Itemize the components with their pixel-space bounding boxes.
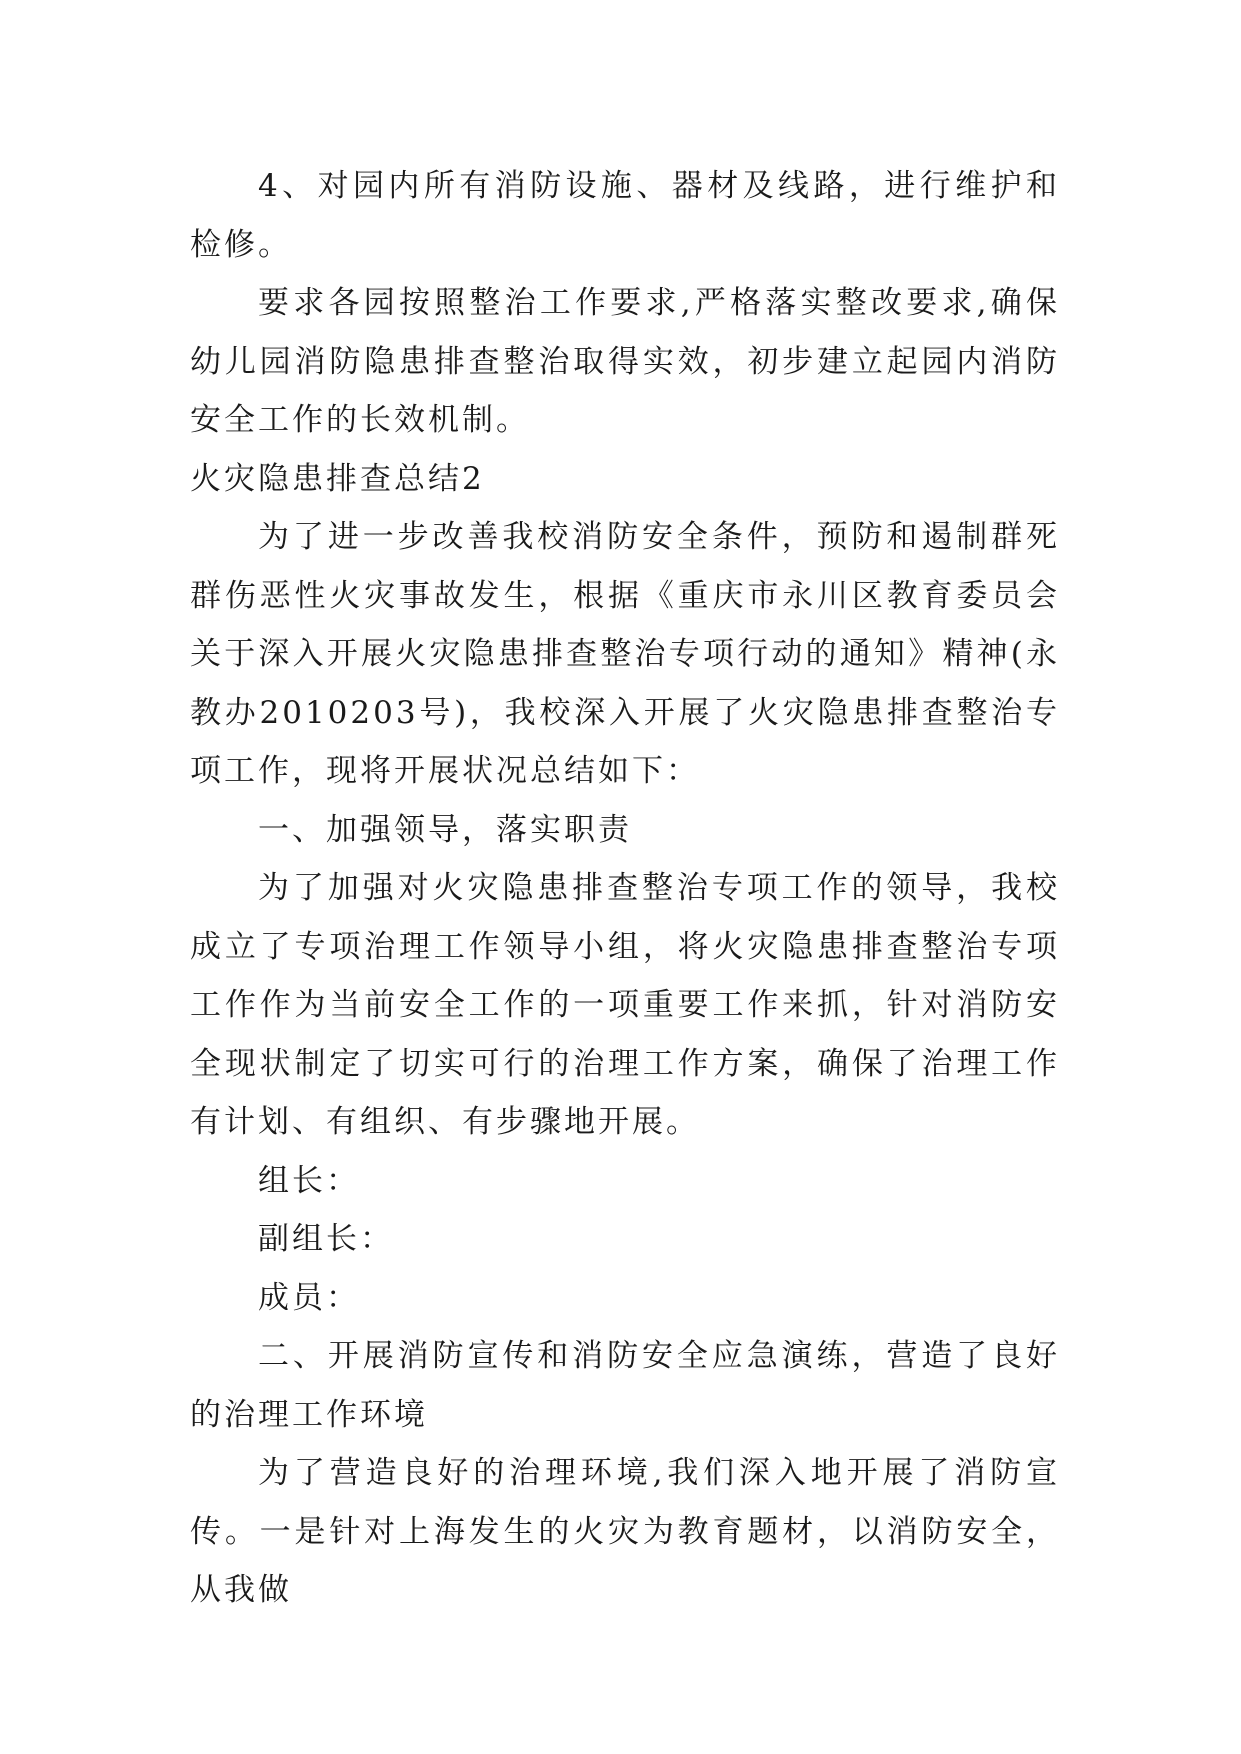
section-title: 火灾隐患排查总结2 [190,460,485,497]
paragraph-intro: 为了进一步改善我校消防安全条件，预防和遏制群死群伤恶性火灾事故发生，根据《重庆市永川区教育委员会关于深入开展火灾隐患排查整治专项行动的通知》精神(永教办2010203号)，我校深入开展了火灾隐患排查整治专项工作，现将开展状况总结如下： [190,519,1060,789]
document-body [190,157,1060,1620]
label-group-leader: 组长： [258,1162,360,1199]
paragraph-maintenance: 4、对园内所有消防设施、器材及线路，进行维护和检修。 [190,168,1060,263]
paragraph-requirements: 要求各园按照整治工作要求,严格落实整改要求,确保幼儿园消防隐患排查整治取得实效，初步建立起园内消防安全工作的长效机制。 [190,285,1060,438]
paragraph-publicity: 为了营造良好的治理环境,我们深入地开展了消防宣传。一是针对上海发生的火灾为教育题材，以消防安全，从我做 [190,1455,1060,1608]
label-members: 成员： [258,1279,360,1316]
subheading-publicity: 二、开展消防宣传和消防安全应急演练，营造了良好的治理工作环境 [190,1338,1060,1433]
label-deputy-leader: 副组长： [258,1221,394,1257]
paragraph-leadership: 为了加强对火灾隐患排查整治专项工作的领导，我校成立了专项治理工作领导小组，将火灾隐患排查整治专项工作作为当前安全工作的一项重要工作来抓，针对消防安全现状制定了切实可行的治理工作方案，确保了治理工作有计划、有组织、有步骤地开展。 [190,870,1060,1140]
subheading-leadership: 一、加强领导，落实职责 [258,811,632,848]
